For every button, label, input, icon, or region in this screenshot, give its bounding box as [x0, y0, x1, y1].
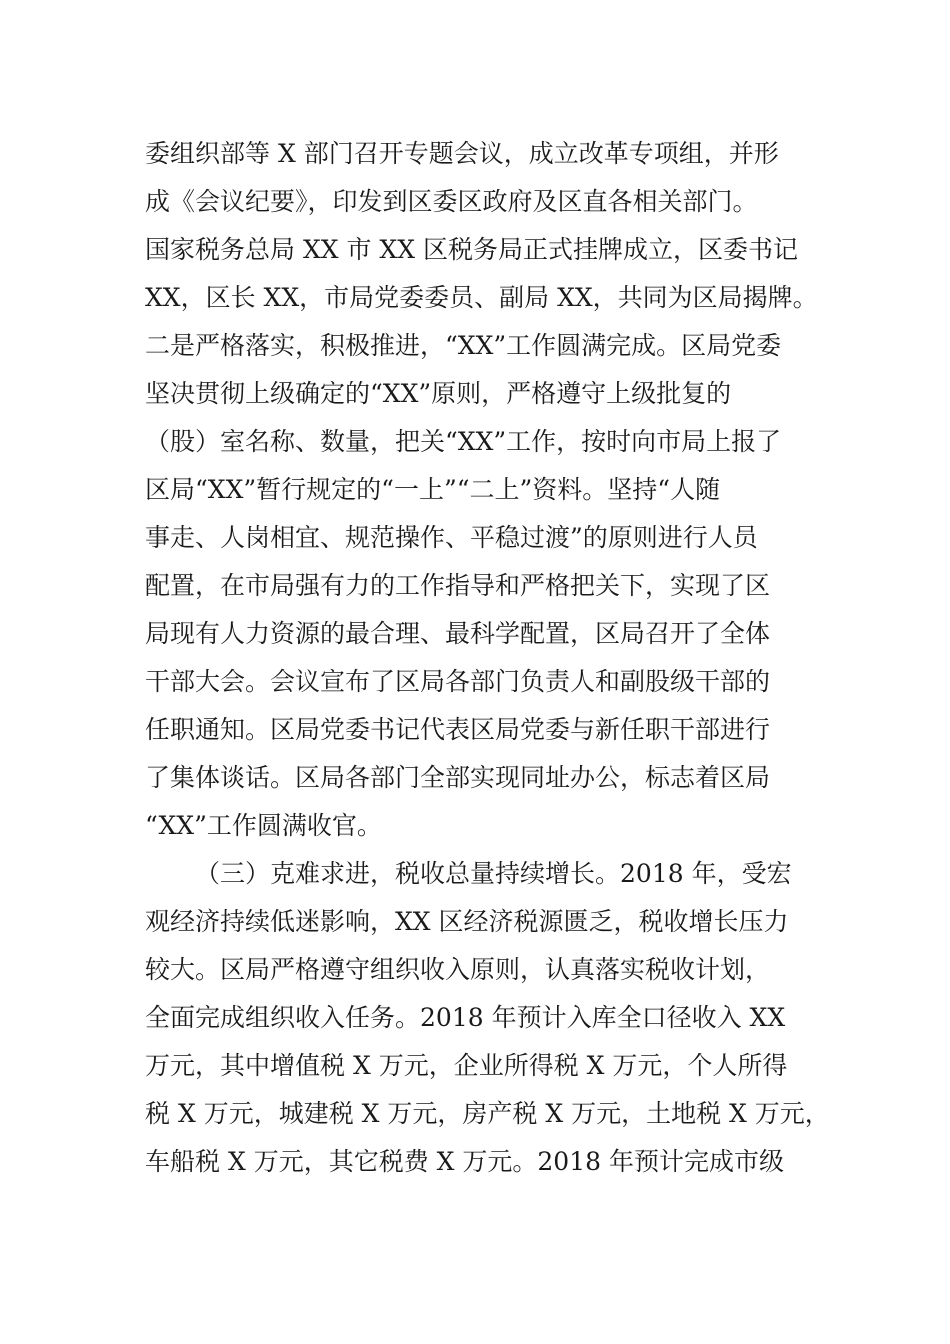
- text-line: 全面完成组织收入任务。2018 年预计入库全口径收入 XX: [145, 1003, 786, 1032]
- text-line: 了集体谈话。区局各部门全部实现同址办公，标志着区局: [145, 763, 771, 792]
- text-line: 干部大会。会议宣布了区局各部门负责人和副股级干部的: [145, 667, 771, 696]
- text-line: 国家税务总局 XX 市 XX 区税务局正式挂牌成立，区委书记: [145, 235, 798, 264]
- section-heading-line: （三）克难求进，税收总量持续增长。2018 年，受宏: [195, 859, 792, 888]
- text-line: 万元，其中增值税 X 万元，企业所得税 X 万元，个人所得: [145, 1051, 788, 1080]
- text-line: 税 X 万元，城建税 X 万元，房产税 X 万元，土地税 X 万元，: [145, 1099, 830, 1128]
- text-line: 事走、人岗相宜、规范操作、平稳过渡”的原则进行人员: [145, 523, 758, 552]
- text-line: “XX”工作圆满收官。: [145, 811, 382, 840]
- text-line: 任职通知。区局党委书记代表区局党委与新任职干部进行: [145, 715, 771, 744]
- text-line: 配置，在市局强有力的工作指导和严格把关下，实现了区: [145, 571, 771, 600]
- text-line: 观经济持续低迷影响，XX 区经济税源匮乏，税收增长压力: [145, 907, 789, 936]
- body-text: [145, 130, 830, 1186]
- text-line: （股）室名称、数量，把关“XX”工作，按时向市局上报了: [145, 427, 782, 456]
- text-line: 局现有人力资源的最合理、最科学配置，区局召开了全体: [145, 619, 771, 648]
- text-line: XX，区长 XX，市局党委委员、副局 XX，共同为区局揭牌。: [145, 283, 818, 312]
- text-line: 区局“XX”暂行规定的“一上”“二上”资料。坚持“人随: [145, 475, 721, 504]
- text-line: 委组织部等 X 部门召开专题会议，成立改革专项组，并形: [145, 139, 779, 168]
- text-line: 较大。区局严格遵守组织收入原则，认真落实税收计划，: [145, 955, 771, 984]
- text-line: 成《会议纪要》，印发到区委区政府及区直各相关部门。: [145, 187, 758, 216]
- text-line: 坚决贯彻上级确定的“XX”原则，严格遵守上级批复的: [145, 379, 732, 408]
- text-line: 二是严格落实，积极推进，“XX”工作圆满完成。区局党委: [145, 331, 782, 360]
- text-line: 车船税 X 万元，其它税费 X 万元。2018 年预计完成市级: [145, 1147, 784, 1176]
